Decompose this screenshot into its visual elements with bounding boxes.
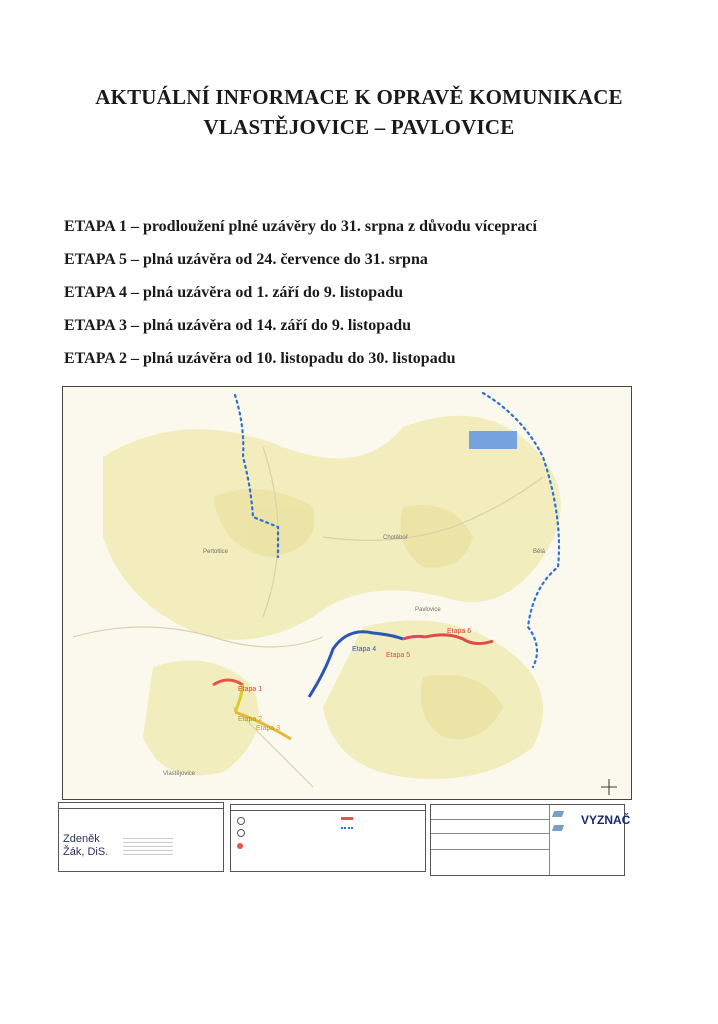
legend-header [231, 805, 425, 811]
legend-swatch-closure [341, 817, 353, 820]
place-name: Chotěboř [383, 535, 408, 541]
stage-item: ETAPA 4 – plná uzávěra od 1. září do 9. listopadu [64, 284, 403, 301]
map-canvas [63, 387, 631, 799]
title-block-rule [431, 819, 549, 820]
signature-stamp [123, 835, 173, 855]
place-name: Pertoltice [203, 549, 229, 555]
signature-box-header [59, 803, 223, 809]
page-title [0, 82, 718, 142]
map-legend-box [230, 804, 426, 872]
place-name: Bělá [533, 549, 546, 555]
legend-symbol [237, 829, 245, 837]
terrain-layer [103, 416, 561, 779]
stage-list [64, 215, 537, 380]
signature-box [58, 802, 224, 872]
title-block-rule [431, 833, 549, 834]
legend-strip [58, 802, 631, 874]
stage-item: ETAPA 3 – plná uzávěra od 14. září do 9. listopadu [64, 317, 411, 334]
place-name: Pavlovice [415, 607, 441, 613]
stage-item: ETAPA 1 – prodloužení plné uzávěry do 31. srpna z důvodu víceprací [64, 218, 537, 235]
title-line-1: AKTUÁLNÍ INFORMACE K OPRAVĚ KOMUNIKACE [95, 85, 623, 109]
detour-info-box [469, 431, 517, 449]
place-name: Vlastějovice [163, 771, 196, 777]
brand-logo: VYZNAČ [581, 813, 631, 827]
title-block-divider [549, 805, 550, 875]
etapa-3-label: Etapa 3 [256, 725, 281, 732]
etapa-5-label: Etapa 5 [386, 652, 411, 659]
legend-symbol [237, 843, 243, 849]
signer-name-line: Zdeněk [63, 833, 100, 845]
etapa-1-label: Etapa 1 [238, 686, 263, 693]
legend-swatch-detour [341, 827, 353, 832]
etapa-2-label: Etapa 2 [238, 716, 263, 723]
logo-mark-icon [552, 825, 564, 831]
signer-name-line: Žák, DiS. [63, 846, 109, 858]
title-line-2: VLASTĚJOVICE – PAVLOVICE [203, 115, 515, 139]
etapa-6-label: Etapa 6 [447, 628, 472, 635]
north-arrow-icon [601, 779, 617, 795]
etapa-4-label: Etapa 4 [352, 646, 377, 653]
stage-item: ETAPA 5 – plná uzávěra od 24. července do 31. srpna [64, 251, 428, 268]
route-map [62, 386, 632, 800]
stage-item: ETAPA 2 – plná uzávěra od 10. listopadu do 30. listopadu [64, 350, 456, 367]
signer-name [63, 833, 108, 859]
legend-symbol [237, 817, 245, 825]
logo-mark-icon [552, 811, 564, 817]
title-block-rule [431, 849, 549, 850]
title-block [430, 804, 631, 876]
